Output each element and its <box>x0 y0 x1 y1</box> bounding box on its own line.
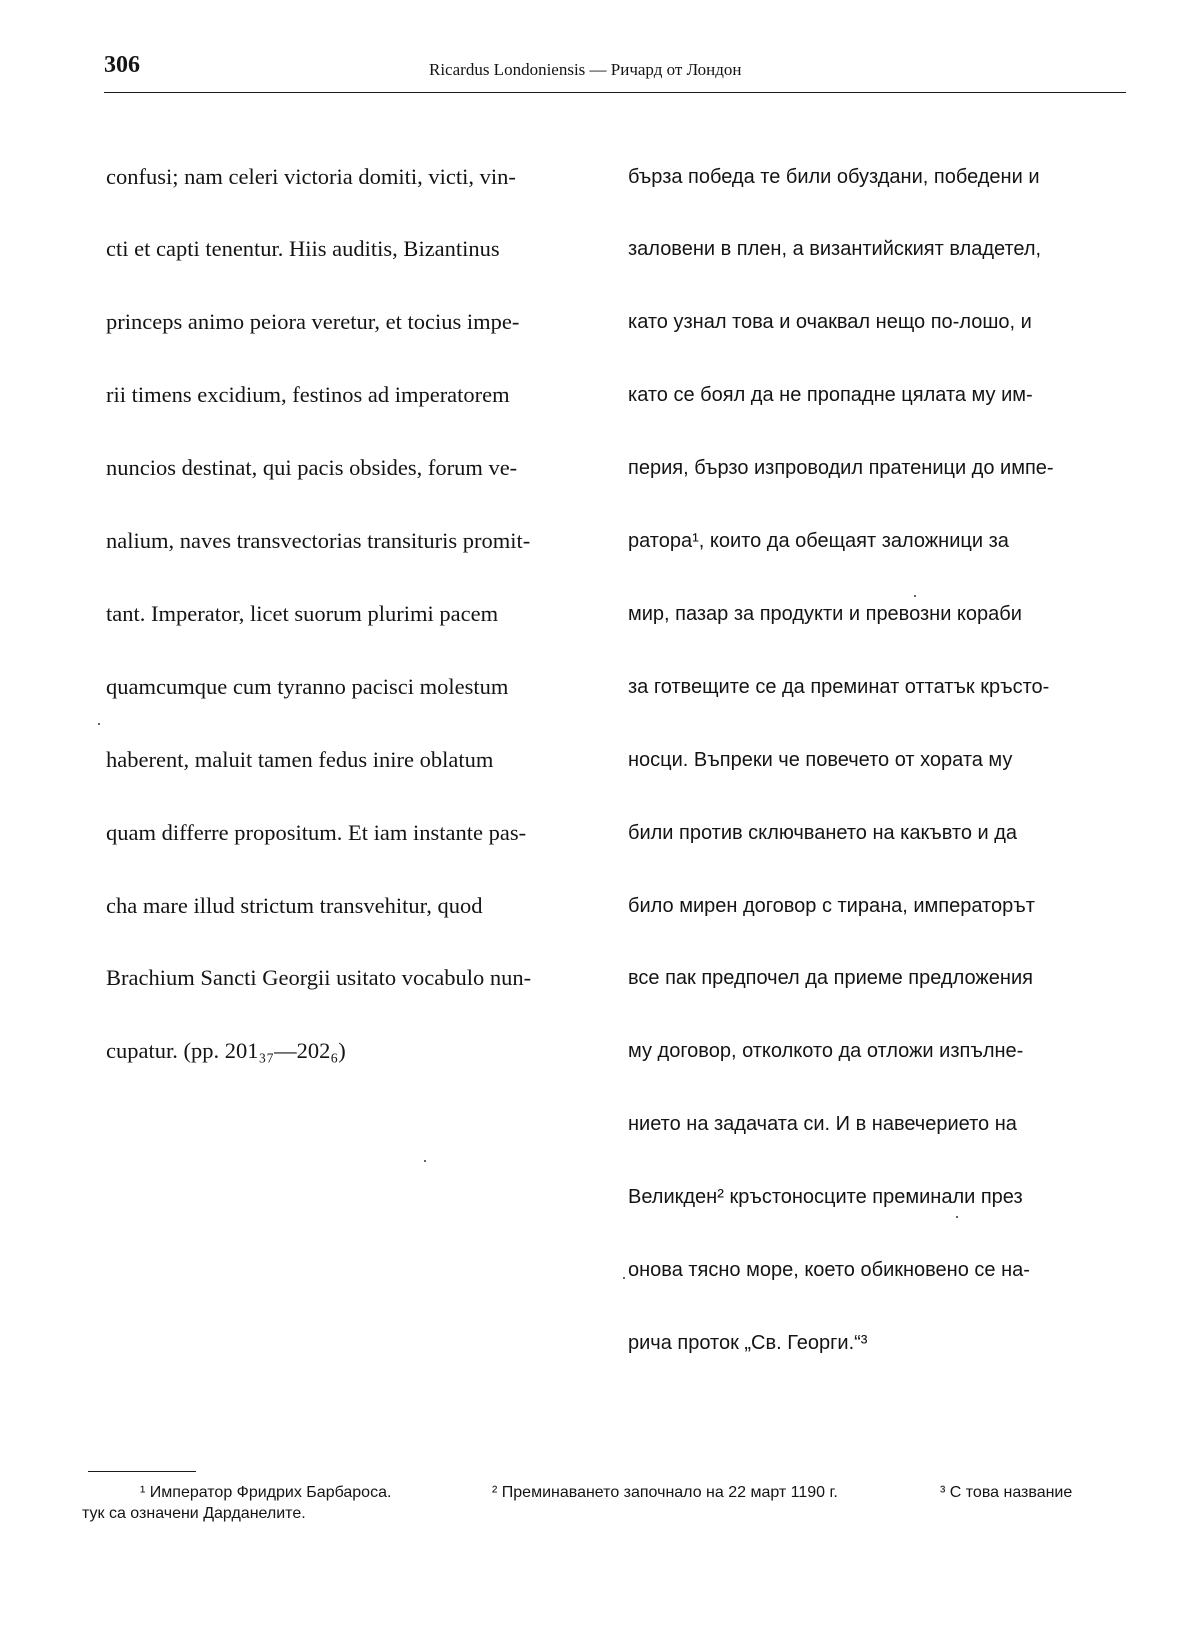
translation-line: били против сключването на какъвто и да <box>628 821 1018 844</box>
translation-line: като узнал това и очаквал нещо по-лошо, и <box>628 311 1032 334</box>
latin-line: tant. Imperator, licet suorum plurimi pacem <box>106 600 499 626</box>
translation-line: ратора¹, които да обещаят заложници за <box>628 530 1009 553</box>
scan-speck <box>98 723 100 725</box>
footnote-row <box>82 1503 1122 1524</box>
translation-line: рича проток „Св. Георги.“³ <box>628 1331 868 1354</box>
latin-line: confusi; nam celeri victoria domiti, victi, vin- <box>106 163 516 189</box>
translation-line: било мирен договор с тирана, императорът <box>628 894 1035 917</box>
scan-speck <box>424 1160 426 1162</box>
translation-line: заловени в плен, а византийският владетел, <box>628 238 1042 261</box>
translation-line: му договор, отколкото да отложи изпълне- <box>628 1040 1024 1063</box>
latin-text-column <box>106 116 599 1088</box>
footnote-row <box>82 1482 1122 1503</box>
latin-line: quamcumque cum tyranno pacisci molestum <box>106 673 509 699</box>
latin-line: cti et capti tenentur. Hiis auditis, Bizantinus <box>106 236 500 262</box>
latin-line: princeps animo peiora veretur, et tocius impe- <box>106 309 520 335</box>
latin-line: nalium, naves transvectorias transituris promit- <box>106 528 531 554</box>
translation-line: като се боял да не пропадне цялата му им- <box>628 384 1033 407</box>
translation-line: бърза победа те били обуздани, победени и <box>628 165 1040 188</box>
translation-line: нието на задачата си. И в навечерието на <box>628 1113 1017 1136</box>
footnote-rule <box>88 1471 196 1472</box>
translation-line: за готвещите се да преминат оттатък кръсто- <box>628 675 1050 698</box>
footnote-2: ² Преминаването започнало на 22 март 1190 г. <box>492 1484 838 1501</box>
running-title: Ricardus Londoniensis — Ричард от Лондон <box>429 60 742 79</box>
page-header <box>104 52 1104 84</box>
translation-line: перия, бързо изпроводил пратеници до импе- <box>628 457 1054 480</box>
header-rule <box>104 92 1126 93</box>
footnote-3-continuation: тук са означени Дарданелите. <box>82 1505 306 1522</box>
latin-line: cha mare illud strictum transvehitur, quod <box>106 892 483 918</box>
translation-line: носци. Въпреки че повечето от хората му <box>628 748 1013 771</box>
bulgarian-translation-column <box>628 116 1126 1379</box>
latin-line: cupatur. (pp. 201₃₇—202₆) <box>106 1038 346 1064</box>
translation-line: все пак предпочел да приеме предложения <box>628 967 1033 990</box>
latin-line: haberent, maluit tamen fedus inire oblatum <box>106 746 494 772</box>
scan-speck <box>623 1277 625 1279</box>
translation-line: мир, пазар за продукти и превозни кораби <box>628 602 1022 625</box>
page-number: 306 <box>104 52 140 78</box>
translation-line: Великден² кръстоносците преминали през <box>628 1186 1023 1209</box>
scan-speck <box>956 1216 958 1218</box>
latin-line: rii timens excidium, festinos ad imperatorem <box>106 382 510 408</box>
latin-line: quam differre propositum. Et iam instante pas- <box>106 819 527 845</box>
latin-line: nuncios destinat, qui pacis obsides, forum ve- <box>106 455 518 481</box>
scan-speck <box>914 595 916 597</box>
footnote-3: ³ С това название <box>940 1484 1073 1501</box>
footnotes <box>82 1482 1122 1524</box>
footnote-1: ¹ Император Фридрих Барбароса. <box>140 1484 392 1501</box>
translation-line: онова тясно море, което обикновено се на- <box>628 1258 1030 1281</box>
latin-line: Brachium Sancti Georgii usitato vocabulo nun- <box>106 965 532 991</box>
